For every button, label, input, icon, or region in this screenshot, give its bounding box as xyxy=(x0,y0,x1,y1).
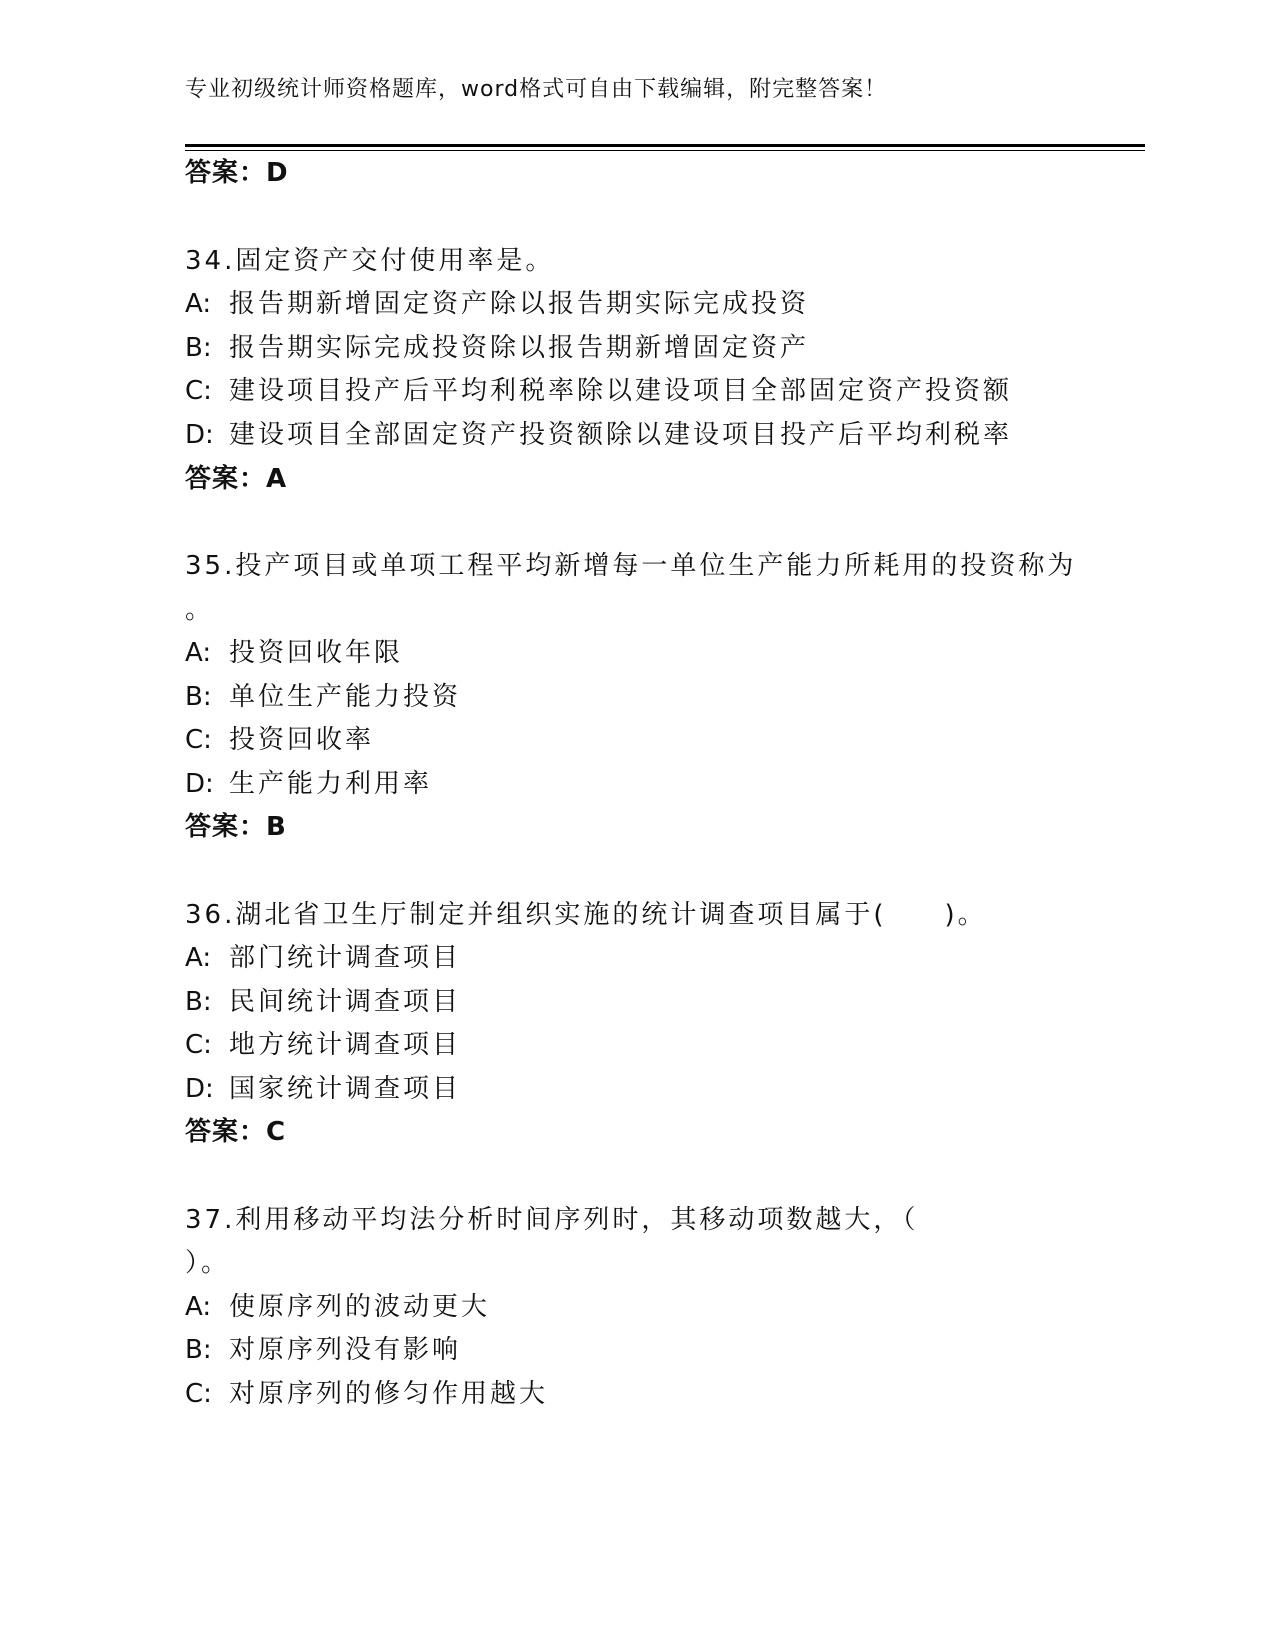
question-34-option-d: D: 建设项目全部固定资产投资额除以建设项目投产后平均利税率 xyxy=(185,420,1013,450)
question-36-option-b: B: 民间统计调查项目 xyxy=(185,987,462,1017)
question-36-stem: 36.湖北省卫生厅制定并组织实施的统计调查项目属于( )。 xyxy=(185,900,987,930)
answer-prev: 答案：D xyxy=(185,158,289,188)
question-35-option-d: D: 生产能力利用率 xyxy=(185,769,433,799)
question-34-option-b: B: 报告期实际完成投资除以报告期新增固定资产 xyxy=(185,333,810,363)
question-34-option-c: C: 建设项目投产后平均利税率除以建设项目全部固定资产投资额 xyxy=(185,376,1013,406)
question-35-answer: 答案：B xyxy=(185,812,287,842)
question-35-option-b: B: 单位生产能力投资 xyxy=(185,682,462,712)
question-37-stem: 37.利用移动平均法分析时间序列时，其移动项数越大，（ xyxy=(185,1205,919,1235)
question-35-option-a: A: 投资回收年限 xyxy=(185,638,404,668)
question-36-option-c: C: 地方统计调查项目 xyxy=(185,1030,462,1060)
header-rule xyxy=(185,144,1145,147)
question-35-stem: 35.投产项目或单项工程平均新增每一单位生产能力所耗用的投资称为 xyxy=(185,551,1077,581)
question-36-answer: 答案：C xyxy=(185,1117,287,1147)
header-rule-thin xyxy=(185,150,1145,151)
question-35-option-c: C: 投资回收率 xyxy=(185,725,375,755)
question-34-stem: 34.固定资产交付使用率是。 xyxy=(185,246,555,276)
question-36-option-d: D: 国家统计调查项目 xyxy=(185,1074,462,1104)
question-37-option-b: B: 对原序列没有影响 xyxy=(185,1335,462,1365)
question-35-stem-cont: 。 xyxy=(185,595,215,625)
question-34-option-a: A: 报告期新增固定资产除以报告期实际完成投资 xyxy=(185,289,810,319)
question-37-option-a: A: 使原序列的波动更大 xyxy=(185,1292,491,1322)
page-header: 专业初级统计师资格题库，word格式可自由下载编辑，附完整答案！ xyxy=(185,77,888,102)
question-36-option-a: A: 部门统计调查项目 xyxy=(185,943,462,973)
question-34-answer: 答案：A xyxy=(185,464,288,494)
question-37-stem-cont: ）。 xyxy=(185,1248,231,1278)
question-37-option-c: C: 对原序列的修匀作用越大 xyxy=(185,1379,549,1409)
